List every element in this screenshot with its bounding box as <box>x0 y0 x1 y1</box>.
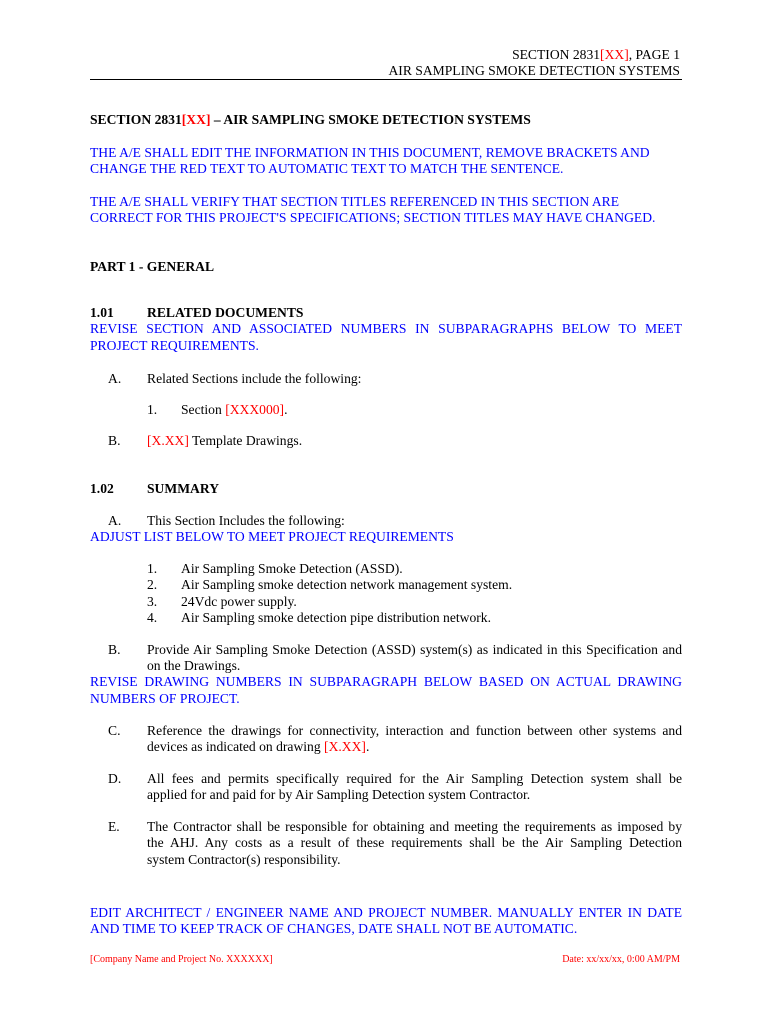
section-title-prefix: SECTION 2831 <box>90 112 182 127</box>
related-section-item <box>181 402 288 418</box>
reference-drawings-line2 <box>147 739 369 755</box>
summary-includes-text: This Section Includes the following: <box>147 513 345 528</box>
related-docs-note-line2: PROJECT REQUIREMENTS. <box>90 338 259 353</box>
running-header-line1 <box>512 46 680 63</box>
running-header-line2: AIR SAMPLING SMOKE DETECTION SYSTEMS <box>388 63 680 78</box>
contractor-responsibility-line1: The Contractor shall be responsible for obtaining and meeting the requirements as imposed by <box>147 819 682 834</box>
summary-label-c: C. <box>108 723 121 738</box>
list-item-number: 2. <box>147 577 158 592</box>
related-section-text: Section <box>181 402 226 417</box>
footer-date: Date: xx/xx/xx, 0:00 AM/PM <box>562 954 680 965</box>
template-drawings-text <box>147 433 302 449</box>
provide-assd-line2: on the Drawings. <box>147 658 241 673</box>
list-item-number: 1. <box>147 561 158 576</box>
list-item-number: 4. <box>147 610 158 625</box>
list-item: 24Vdc power supply. <box>181 594 297 609</box>
verify-note-line2: CORRECT FOR THIS PROJECT'S SPECIFICATIONS; SECTION TITLES MAY HAVE CHANGED. <box>90 210 656 225</box>
list-item: Air Sampling smoke detection network management system. <box>181 577 513 592</box>
provide-assd-line1: Provide Air Sampling Smoke Detection (ASSD) system(s) as indicated in this Specification and <box>147 642 682 657</box>
summary-label-d: D. <box>108 771 122 786</box>
article-title-summary: SUMMARY <box>147 481 220 496</box>
header-section-prefix: SECTION 2831 <box>512 47 601 62</box>
adjust-list-note: ADJUST LIST BELOW TO MEET PROJECT REQUIREMENTS <box>90 529 454 544</box>
article-number-1-01: 1.01 <box>90 305 114 320</box>
edit-architect-note-line2: AND TIME TO KEEP TRACK OF CHANGES, DATE SHALL NOT BE AUTOMATIC. <box>90 921 578 936</box>
footer-company-project: [Company Name and Project No. XXXXXX] <box>90 954 273 965</box>
edit-note-line2: CHANGE THE RED TEXT TO AUTOMATIC TEXT TO MATCH THE SENTENCE. <box>90 161 564 176</box>
related-sections-text: Related Sections include the following: <box>147 371 362 386</box>
reference-drawings-period: . <box>365 739 370 754</box>
reference-drawings-line1: Reference the drawings for connectivity, interaction and function between other systems and <box>147 723 682 738</box>
reference-drawings-placeholder: [X.XX] <box>324 739 366 754</box>
template-drawings-label: Template Drawings. <box>188 433 303 448</box>
article-title-related-documents: RELATED DOCUMENTS <box>147 305 304 320</box>
revise-drawing-note-line2: NUMBERS OF PROJECT. <box>90 691 240 706</box>
summary-label-e: E. <box>108 819 120 834</box>
section-title-suffix: – AIR SAMPLING SMOKE DETECTION SYSTEMS <box>210 112 531 127</box>
revise-drawing-note-line1: REVISE DRAWING NUMBERS IN SUBPARAGRAPH BELOW BASED ON ACTUAL DRAWING <box>90 674 682 689</box>
fees-permits-line1: All fees and permits specifically required for the Air Sampling Detection system shall be <box>147 771 682 786</box>
part-heading: PART 1 - GENERAL <box>90 259 215 274</box>
summary-label-a: A. <box>108 513 122 528</box>
section-title-placeholder: [XX] <box>181 112 211 127</box>
paragraph-label-a: A. <box>108 371 122 386</box>
summary-label-b: B. <box>108 642 121 657</box>
related-section-placeholder: [XXX000] <box>225 402 285 417</box>
section-title <box>90 112 531 128</box>
article-number-1-02: 1.02 <box>90 481 114 496</box>
header-rule <box>90 79 682 80</box>
related-docs-note-line1: REVISE SECTION AND ASSOCIATED NUMBERS IN SUBPARAGRAPHS BELOW TO MEET <box>90 321 682 336</box>
fees-permits-line2: applied for and paid for by Air Sampling Detection system Contractor. <box>147 787 531 802</box>
header-section-placeholder: [XX] <box>600 47 629 62</box>
contractor-responsibility-line3: system Contractor(s) responsibility. <box>147 852 341 867</box>
list-item-number: 3. <box>147 594 158 609</box>
list-item: Air Sampling smoke detection pipe distribution network. <box>181 610 491 625</box>
list-item: Air Sampling Smoke Detection (ASSD). <box>181 561 403 576</box>
template-drawings-placeholder: [X.XX] <box>147 433 189 448</box>
paragraph-label-b: B. <box>108 433 121 448</box>
verify-note-line1: THE A/E SHALL VERIFY THAT SECTION TITLES REFERENCED IN THIS SECTION ARE <box>90 194 620 209</box>
header-page-number: , PAGE 1 <box>628 47 680 62</box>
reference-drawings-text: devices as indicated on drawing <box>147 739 325 754</box>
subparagraph-label-1: 1. <box>147 402 158 417</box>
contractor-responsibility-line2: the AHJ. Any costs as a result of these requirements shall be the Air Sampling Detection <box>147 835 682 850</box>
edit-note-line1: THE A/E SHALL EDIT THE INFORMATION IN THIS DOCUMENT, REMOVE BRACKETS AND <box>90 145 650 160</box>
related-section-period: . <box>284 402 288 417</box>
edit-architect-note-line1: EDIT ARCHITECT / ENGINEER NAME AND PROJECT NUMBER. MANUALLY ENTER IN DATE <box>90 905 682 920</box>
